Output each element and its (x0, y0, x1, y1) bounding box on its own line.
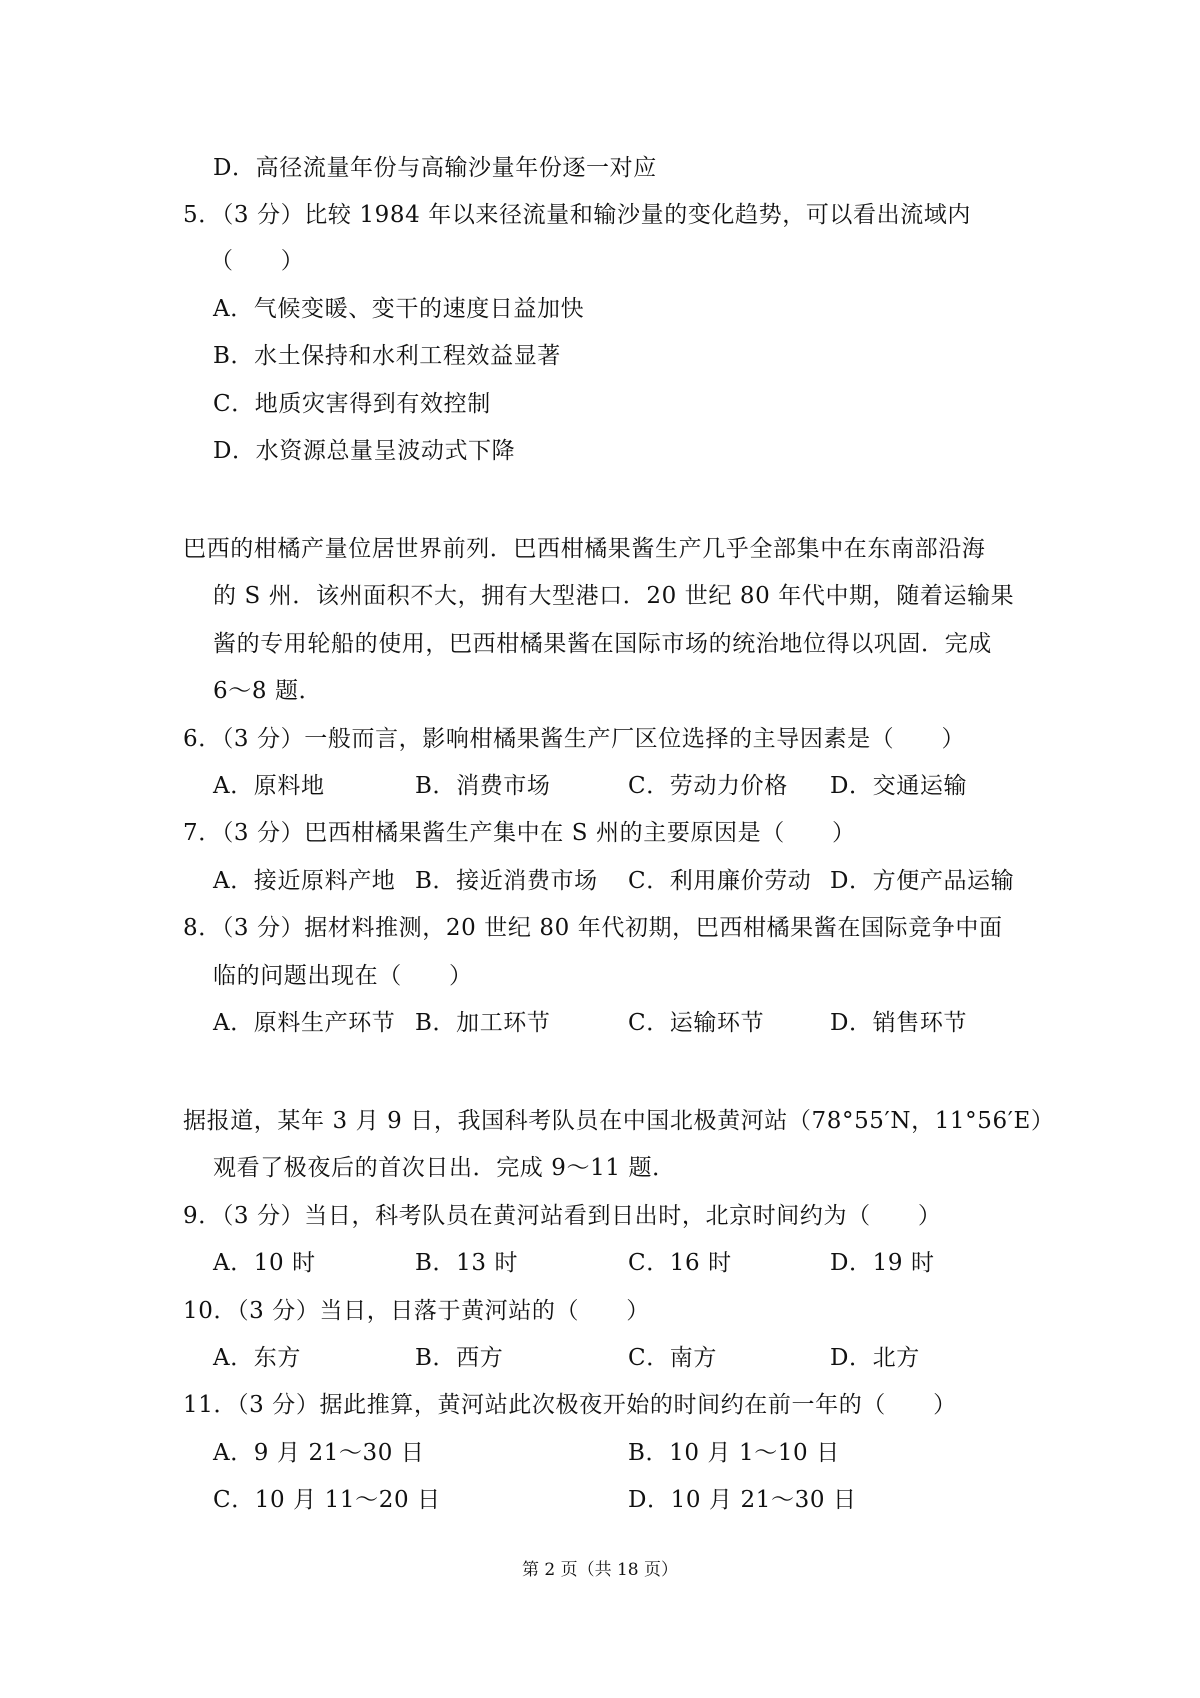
q6-stem: 6．（3 分）一般而言，影响柑橘果酱生产厂区位选择的主导因素是（ ） (183, 726, 966, 752)
passage1-line4: 6～8 题． (213, 678, 323, 704)
q9-option-d: D．19 时 (830, 1250, 935, 1276)
q6-option-a: A．原料地 (213, 773, 325, 799)
passage2-line2: 观看了极夜后的首次日出．完成 9～11 题． (213, 1155, 676, 1181)
q4-option-d: D．高径流量年份与高输沙量年份逐一对应 (213, 155, 657, 181)
q10-option-a: A．东方 (213, 1345, 302, 1371)
q8-option-c: C．运输环节 (628, 1010, 765, 1036)
q10-stem: 10．（3 分）当日，日落于黄河站的（ ） (183, 1298, 650, 1324)
q9-option-c: C．16 时 (628, 1250, 732, 1276)
q5-option-b: B．水土保持和水利工程效益显著 (213, 343, 561, 369)
q10-option-b: B．西方 (415, 1345, 504, 1371)
passage2-line1: 据报道，某年 3 月 9 日，我国科考队员在中国北极黄河站（78°55′N，11°56′E） (183, 1108, 1055, 1134)
q11-option-a: A．9 月 21～30 日 (213, 1440, 425, 1466)
q7-option-d: D．方便产品运输 (830, 868, 1015, 894)
q8-stem-line1: 8．（3 分）据材料推测，20 世纪 80 年代初期，巴西柑橘果酱在国际竞争中面 (183, 915, 1003, 941)
q6-option-b: B．消费市场 (415, 773, 551, 799)
q11-option-b: B．10 月 1～10 日 (628, 1440, 840, 1466)
q8-option-a: A．原料生产环节 (213, 1010, 396, 1036)
q8-option-b: B．加工环节 (415, 1010, 551, 1036)
q9-option-a: A．10 时 (213, 1250, 316, 1276)
page-number-footer: 第 2 页（共 18 页） (521, 1560, 679, 1580)
q11-option-d: D．10 月 21～30 日 (628, 1487, 857, 1513)
q5-option-c: C．地质灾害得到有效控制 (213, 391, 491, 417)
passage1-line3: 酱的专用轮船的使用，巴西柑橘果酱在国际市场的统治地位得以巩固．完成 (213, 631, 992, 657)
q5-stem-line1: 5．（3 分）比较 1984 年以来径流量和输沙量的变化趋势，可以看出流域内 (183, 202, 972, 228)
q6-option-d: D．交通运输 (830, 773, 968, 799)
passage1-line1: 巴西的柑橘产量位居世界前列．巴西柑橘果酱生产几乎全部集中在东南部沿海 (183, 536, 986, 562)
q10-option-d: D．北方 (830, 1345, 920, 1371)
q5-stem-line2: （ ） (210, 248, 305, 274)
q7-stem: 7．（3 分）巴西柑橘果酱生产集中在 S 州的主要原因是（ ） (183, 820, 856, 846)
q8-option-d: D．销售环节 (830, 1010, 968, 1036)
q11-stem: 11．（3 分）据此推算，黄河站此次极夜开始的时间约在前一年的（ ） (183, 1392, 957, 1418)
q6-option-c: C．劳动力价格 (628, 773, 788, 799)
q5-option-a: A．气候变暖、变干的速度日益加快 (213, 296, 585, 322)
q7-option-a: A．接近原料产地 (213, 868, 396, 894)
q8-stem-line2: 临的问题出现在（ ） (213, 963, 473, 989)
q10-option-c: C．南方 (628, 1345, 717, 1371)
q11-option-c: C．10 月 11～20 日 (213, 1487, 441, 1513)
q7-option-b: B．接近消费市场 (415, 868, 598, 894)
q9-stem: 9．（3 分）当日，科考队员在黄河站看到日出时，北京时间约为（ ） (183, 1203, 942, 1229)
q7-option-c: C．利用廉价劳动 (628, 868, 812, 894)
q5-option-d: D．水资源总量呈波动式下降 (213, 438, 516, 464)
passage1-line2: 的 S 州．该州面积不大，拥有大型港口．20 世纪 80 年代中期，随着运输果 (213, 583, 1015, 609)
q9-option-b: B．13 时 (415, 1250, 519, 1276)
